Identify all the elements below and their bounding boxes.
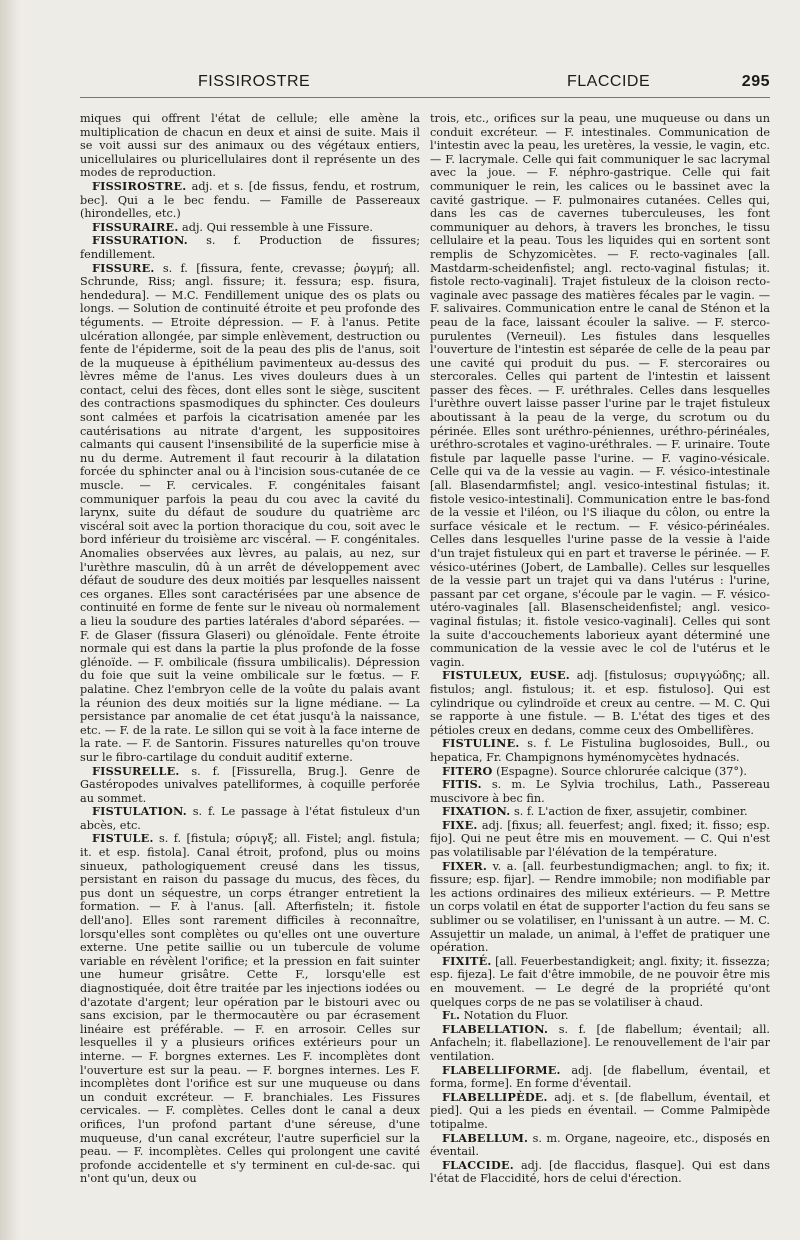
- entry-text: adj. [de flaccidus, flasque]. Qui est dans l'état de Flaccidité, hors de celui d'érection.: [430, 1158, 770, 1186]
- entry-text: adj. [de flabellum, éventail, et forma, forme]. En forme d'éventail.: [430, 1063, 770, 1091]
- dictionary-entry: [430, 737, 770, 764]
- dictionary-entry: [430, 805, 770, 819]
- entry-headword: FISTULE.: [92, 831, 154, 846]
- dictionary-entry: [430, 778, 770, 805]
- entry-text: v. a. [all. feurbestundigmachen; angl. to fix; it. fissure; esp. fijar]. — Rendre immobile; non modifiable par les actions ordinaires des milieux extérieurs. — P. Mettre un corps volatil en état de supporter l'action du feu sans se sublimer ou se volatiliser, en l'unissant à un autre. — M. C. Assujettir un malade, un animal, à l'effet de pratiquer une opération.: [430, 859, 770, 955]
- entry-text: s. f. [fistula; σύριγξ; all. Fistel; angl. fistula; it. et esp. fistola]. Canal étroit, profond, plus ou moins sinueux, pathologiquement creusé dans les tissus, persistant en raison du passage du mucus, des fèces, du pus dont un séquestre, un corps étranger entretient la formation. — F. à l'anus. [all. Afterfisteln; it. fistole dell'ano]. Elles sont rarement difficiles à reconnaître, lorsqu'elles sont complètes ou qu'elles ont une ouverture externe. Une petite saillie ou un tubercule de volume variable en révèlent l'orifice; et la pression en fait suinter une humeur grisâtre. Cette F., lorsqu'elle est diagnostiquée, doit être traitée par les injections iodées ou d'azotate d'argent; leur opération par le bistouri avec ou sans excision, par le thermocautère ou par écrasement linéaire est préférable. — F. en arrosoir. Celles sur lesquelles il y a plusieurs orifices extérieurs pour un interne. — F. borgnes externes. Les F. incomplètes dont l'ouverture est sur la peau. — F. borgnes internes. Les F. incomplètes dont l'orifice est sur une muqueuse ou dans un conduit excréteur. — F. branchiales. Les Fissures cervicales. — F. complètes. Celles dont le canal a deux orifices, l'un profond partant d'une séreuse, d'une muqueuse, d'un canal excréteur, l'autre superficiel sur la peau. — F. incomplètes. Celles qui prolongent une cavité profonde accidentelle et s'y terminent en cul-de-sac. qui n'ont qu'un, deux ou: [80, 832, 420, 1186]
- entry-headword: FLACCIDE.: [442, 1157, 514, 1172]
- entry-text: adj. et s. [de fissus, fendu, et rostrum, bec]. Qui a le bec fendu. — Famille de Passereaux (hirondelles, etc.): [80, 179, 420, 221]
- entry-headword: FISTULINE.: [442, 736, 520, 751]
- entry-text: s. f. Production de fissures; fendillement.: [80, 234, 420, 261]
- dictionary-entry: [430, 1023, 770, 1064]
- entry-text: s. f. [Fissurella, Brug.]. Genre de Gastéropodes univalves patelliformes, à coquille perforée au sommet.: [80, 764, 420, 805]
- entry-headword: FIXATION.: [442, 804, 511, 819]
- entry-headword: FISSURATION.: [92, 233, 188, 248]
- entry-text: s. f. Le Fistulina buglosoides, Bull., ou hepatica, Fr. Champignons hyménomycètes hydnacés.: [430, 737, 770, 764]
- dictionary-entry: [430, 1009, 770, 1023]
- dictionary-entry: [430, 955, 770, 1009]
- dictionary-entry: [80, 262, 420, 765]
- entry-headword: FISSURE.: [92, 260, 155, 275]
- dictionary-entry: [430, 1091, 770, 1132]
- entry-text: s. m. Organe, nageoire, etc., disposés en éventail.: [430, 1131, 770, 1159]
- entry-text: adj. et s. [de flabellum, éventail, et pied]. Qui a les pieds en éventail. — Comme Palmipède totipalme.: [430, 1090, 770, 1131]
- entry-headword: FISSIROSTRE.: [92, 178, 187, 193]
- dictionary-entry: [80, 832, 420, 1185]
- entry-text: adj. [fixus; all. feuerfest; angl. fixed; it. fisso; esp. fijo]. Qui ne peut être mis en mouvement. — C. Qui n'est pas volatilisable par l'élévation de la température.: [430, 818, 770, 860]
- dictionary-entry: [430, 1132, 770, 1159]
- dictionary-entry: [430, 819, 770, 860]
- continued-paragraph: [430, 112, 770, 669]
- entry-text: s. f. Le passage à l'état fistuleux d'un abcès, etc.: [80, 805, 420, 832]
- entry-text: adj. [fistulosus; συριγγώδης; all. fistulos; angl. fistulous; it. et esp. fistuloso]. Qui est cylindrique ou cylindroïde et creux au centre. — M. C. Qui se rapporte à une fistule. — B. L'état des tiges et des pétioles creux en dedans, comme ceux des Ombellifères.: [430, 669, 770, 737]
- left-column: [80, 112, 420, 1186]
- dictionary-entry: [80, 805, 420, 832]
- entry-text: (Espagne). Source chlorurée calcique (37°).: [492, 764, 747, 778]
- entry-text: miques qui offrent l'état de cellule; elle amène la multiplication de chacun en deux et ainsi de suite. Mais il se voit aussi sur des animaux ou des végétaux entiers, unicellulaires ou pluricellulaires dont il représente un des modes de reproduction.: [80, 112, 420, 180]
- entry-text: s. m. Le Sylvia trochilus, Lath., Passereau muscivore à bec fin.: [430, 778, 770, 805]
- entry-headword: FLABELLIFORME.: [442, 1062, 561, 1077]
- entry-text: s. f. [de flabellum; éventail; all. Anfacheln; it. flabellazione]. Le renouvellement de l'air par ventilation.: [430, 1022, 770, 1063]
- page-number: 295: [741, 73, 770, 90]
- entry-headword: Fl.: [442, 1008, 461, 1023]
- header-rule: [80, 97, 770, 98]
- entry-headword: FIXITÉ.: [442, 953, 492, 968]
- entry-text: trois, etc., orifices sur la peau, une muqueuse ou dans un conduit excréteur. — F. intestinales. Communication de l'intestin avec la peau, les uretères, la vessie, le vagin, etc. — F. lacrymale. Celle qui fait communiquer le sac lacrymal avec la joue. — F. néphro-gastrique. Celle qui fait communiquer le rein, les calices ou le bassinet avec la cavité gastrique. — F. pulmonaires cutanées. Celles qui, dans les cas de cavernes tuberculeuses, les font communiquer au dehors, à travers les bronches, le tissu cellulaire et la peau. Tous les liquides qui en sortent sont remplis de Schyzomicètes. — F. recto-vaginales [all. Mastdarm-scheidenfistel; angl. recto-vaginal fistulas; it. fistole recto-vaginali]. Trajet fistuleux de la cloison recto-vaginale avec passage des matières fécales par le vagin. — F. salivaires. Communication entre le canal de Sténon et la peau de la face, laissant écouler la salive. — F. sterco-purulentes (Verneuil). Les fistules dans lesquelles l'ouverture de l'intestin est séparée de celle de la peau par une cavité qui produit du pus. — F. stercoraires ou stercorales. Celles qui partent de l'intestin et laissent passer des fèces. — F. uréthrales. Celles dans lesquelles l'urèthre ouvert laisse passer l'urine par le trajet fistuleux aboutissant à la peau de la verge, du scrotum ou du périnée. Elles sont uréthro-péniennes, uréthro-périnéales, uréthro-scrotales et vagino-uréthrales. — F. urinaire. Toute fistule par laquelle passe l'urine. — F. vagino-vésicale. Celle qui va de la vessie au vagin. — F. vésico-intestinale [all. Blasendarmfistel; angl. vesico-intestinal fistulas; it. fistole vesico-intestinali]. Communication entre le bas-fond de la vessie et l'iléon, ou l'S iliaque du côlon, ou entre la surface vésicale et le rectum. — F. vésico-périnéales. Celles dans lesquelles l'urine passe de la vessie à l'aide d'un trajet fistuleux qui en part et traverse le périnée. — F. vésico-utérines (Jobert, de Lamballe). Celles sur lesquelles de la vessie part un trajet qui va dans l'utérus : l'urine, passant par cet organe, s'écoule par le vagin. — F. vésico-utéro-vaginales [all. Blasenscheidenfistel; angl. vesico-vaginal fistulas; it. fistole vesico-vaginali]. Celles qui sont la suite d'accouchements laborieux ayant déterminé une communication de la vessie avec le col de l'utérus et le vagin.: [430, 112, 770, 669]
- entry-headword: FITERO: [442, 763, 493, 778]
- running-head-right: FLACCIDE: [567, 73, 651, 90]
- right-column: [430, 112, 770, 1186]
- continued-paragraph: [80, 112, 420, 180]
- dictionary-entry: [430, 860, 770, 955]
- entry-headword: FITIS.: [442, 777, 482, 792]
- dictionary-entry: [430, 765, 770, 779]
- entry-headword: FLABELLUM.: [442, 1130, 529, 1145]
- running-head-left: FISSIROSTRE: [198, 73, 311, 90]
- dictionary-entry: [430, 669, 770, 737]
- entry-text: s. f. [fissura, fente, crevasse; ῥωγμή; all. Schrunde, Riss; angl. fissure; it. fessura; esp. fisura, hendedura]. — M.C. Fendillement unique des os plats ou longs. — Solution de continuité étroite et peu profonde des téguments. — Etroite dépression. — F. à l'anus. Petite ulcération allongée, par simple enlèvement, destruction ou fente de l'épiderme, soit de la peau des plis de l'anus, soit de la muqueuse à épithélium pavimenteux au-dessus des lèvres même de l'anus. Les vives douleurs dues à un contact, celui des fèces, dont elles sont le siège, suscitent des contractions spasmodiques du sphincter. Ces douleurs sont calmées et parfois la cicatrisation amenée par les cautérisations au nitrate d'argent, les suppositoires calmants qui causent l'insensibilité de la superficie mise à nu du derme. Autrement il faut recourir à la dilatation forcée du sphincter anal ou à l'incision sous-cutanée de ce muscle. — F. cervicales. F. congénitales faisant communiquer parfois la peau du cou avec la cavité du larynx, suite du défaut de soudure du quatrième arc viscéral soit avec la portion thoracique du cou, soit avec le bord inférieur du troisième arc viscéral. — F. congénitales. Anomalies observées aux lèvres, au palais, au nez, sur l'urèthre masculin, dû à un arrêt de développement avec défaut de soudure des deux moitiés par lesquelles naissent ces organes. Elles sont caractérisées par une absence de continuité en forme de fente sur le niveau où normalement a lieu la soudure des parties latérales d'abord séparées. — F. de Glaser (fissura Glaseri) ou glénoïdale. Fente étroite normale qui est dans la partie la plus profonde de la fosse glénoïde. — F. ombilicale (fissura umbilicalis). Dépression du foie que suit la veine ombilicale sur le fœtus. — F. palatine. Chez l'embryon celle de la voûte du palais avant la réunion des deux moitiés sur la ligne médiane. — La persistance par anomalie de cet état jusqu'à la naissance, etc. — F. de la rate. Le sillon qui se voit à la face interne de la rate. — F. de Santorin. Fissures naturelles qu'on trouve sur le fibro-cartilage du conduit auditif externe.: [80, 261, 420, 764]
- entry-headword: FISTULATION.: [92, 804, 187, 819]
- entry-text: [all. Feuerbestandigkeit; angl. fixity; it. fissezza; esp. fijeza]. Le fait d'être immobile, de ne pouvoir être mis en mouvement. — Le degré de la propriété qu'ont quelques corps de ne pas se volatiliser à chaud.: [430, 954, 770, 1009]
- page-binding-edge: [0, 0, 20, 1240]
- entry-text: Notation du Fluor.: [460, 1009, 569, 1023]
- dictionary-entry: [430, 1064, 770, 1091]
- entry-headword: FIXER.: [442, 858, 488, 873]
- dictionary-entry: [80, 765, 420, 806]
- entry-headword: FISSURELLE.: [92, 763, 180, 778]
- entry-headword: FIXE.: [442, 817, 478, 832]
- entry-headword: FLABELLIPÈDE.: [442, 1089, 548, 1104]
- dictionary-entry: [80, 180, 420, 221]
- entry-text: s. f. L'action de fixer, assujetir, combiner.: [510, 805, 748, 819]
- entry-headword: FISTULEUX, EUSE.: [442, 668, 570, 683]
- entry-headword: FLABELLATION.: [442, 1021, 549, 1036]
- dictionary-entry: [80, 234, 420, 261]
- entry-headword: FISSURAIRE.: [92, 219, 179, 234]
- entry-text: adj. Qui ressemble à une Fissure.: [178, 220, 373, 234]
- running-head: [80, 73, 770, 93]
- dictionary-entry: [80, 221, 420, 235]
- dictionary-entry: [430, 1159, 770, 1186]
